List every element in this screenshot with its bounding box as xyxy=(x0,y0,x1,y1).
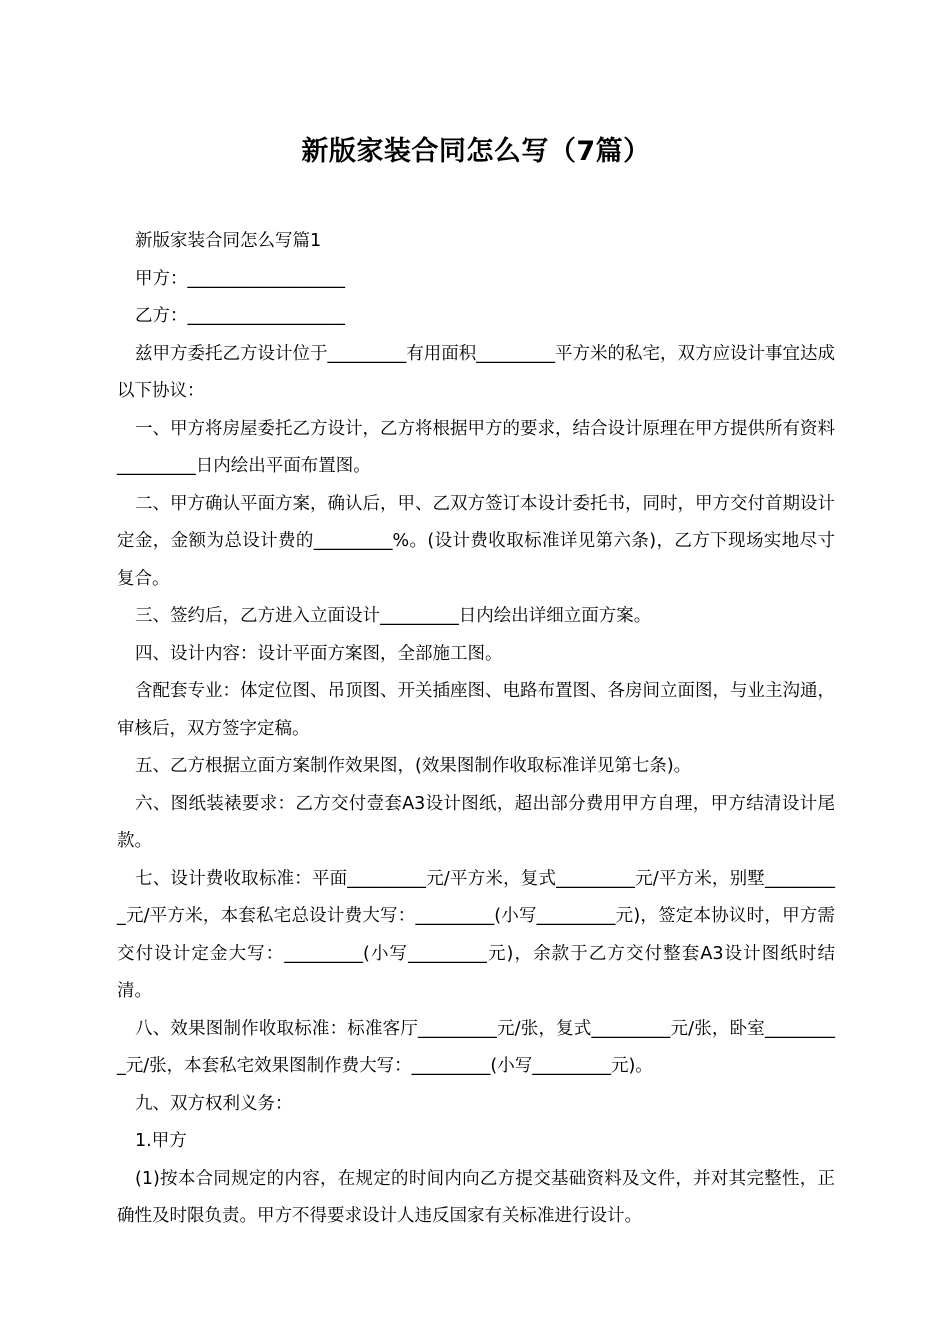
clause-4: 四、设计内容：设计平面方案图，全部施工图。 xyxy=(135,643,503,664)
clause-8: 八、效果图制作收取标准：标准客厅_________元/张，复式_________元/张，卧室_________元/张，本套私宅效果图制作费大写：_________(小写_________元)。 xyxy=(117,1018,835,1076)
section-heading: 新版家装合同怎么写篇1 xyxy=(135,231,322,251)
clause-9-party-a: 1.甲方 xyxy=(135,1131,187,1151)
clause-9-party-a-item-1: (1)按本合同规定的内容，在规定的时间内向乙方提交基础资料及文件，并对其完整性，正确性及时限负责。甲方不得要求设计人违反国家有关标准进行设计。 xyxy=(117,1168,835,1226)
document-title: 新版家装合同怎么写（7篇） xyxy=(301,136,651,167)
clause-3: 三、签约后，乙方进入立面设计_________日内绘出详细立面方案。 xyxy=(135,606,652,626)
party-b-line: 乙方：__________________ xyxy=(135,306,345,326)
preamble-paragraph: 兹甲方委托乙方设计位于_________有用面积_________平方米的私宅，双方应设计事宜达成以下协议： xyxy=(117,343,835,401)
clause-7: 七、设计费收取标准：平面_________元/平方米，复式_________元/平方米，别墅_________元/平方米，本套私宅总设计费大写：_________(小写_________元)，签定本协议时，甲方需交付设计定金大写：_________(小写_________元)，余款于乙方交付整套A3设计图纸时结清。 xyxy=(117,868,835,1001)
clause-9: 九、双方权利义务： xyxy=(135,1093,293,1114)
clause-6: 六、图纸装裱要求：乙方交付壹套A3设计图纸，超出部分费用甲方自理，甲方结清设计尾款。 xyxy=(117,793,835,851)
clause-5: 五、乙方根据立面方案制作效果图，(效果图制作收取标准详见第七条)。 xyxy=(135,756,692,776)
clause-1: 一、甲方将房屋委托乙方设计，乙方将根据甲方的要求，结合设计原理在甲方提供所有资料_________日内绘出平面布置图。 xyxy=(117,418,835,476)
party-a-line: 甲方：__________________ xyxy=(135,268,345,289)
document-body xyxy=(117,223,835,1236)
clause-4-detail: 含配套专业：体定位图、吊顶图、开关插座图、电路布置图、各房间立面图，与业主沟通，审核后，双方签字定稿。 xyxy=(117,681,835,739)
clause-2: 二、甲方确认平面方案，确认后，甲、乙双方签订本设计委托书，同时，甲方交付首期设计定金，金额为总设计费的_________%。(设计费收取标准详见第六条)，乙方下现场实地尽寸复合。 xyxy=(117,493,835,589)
